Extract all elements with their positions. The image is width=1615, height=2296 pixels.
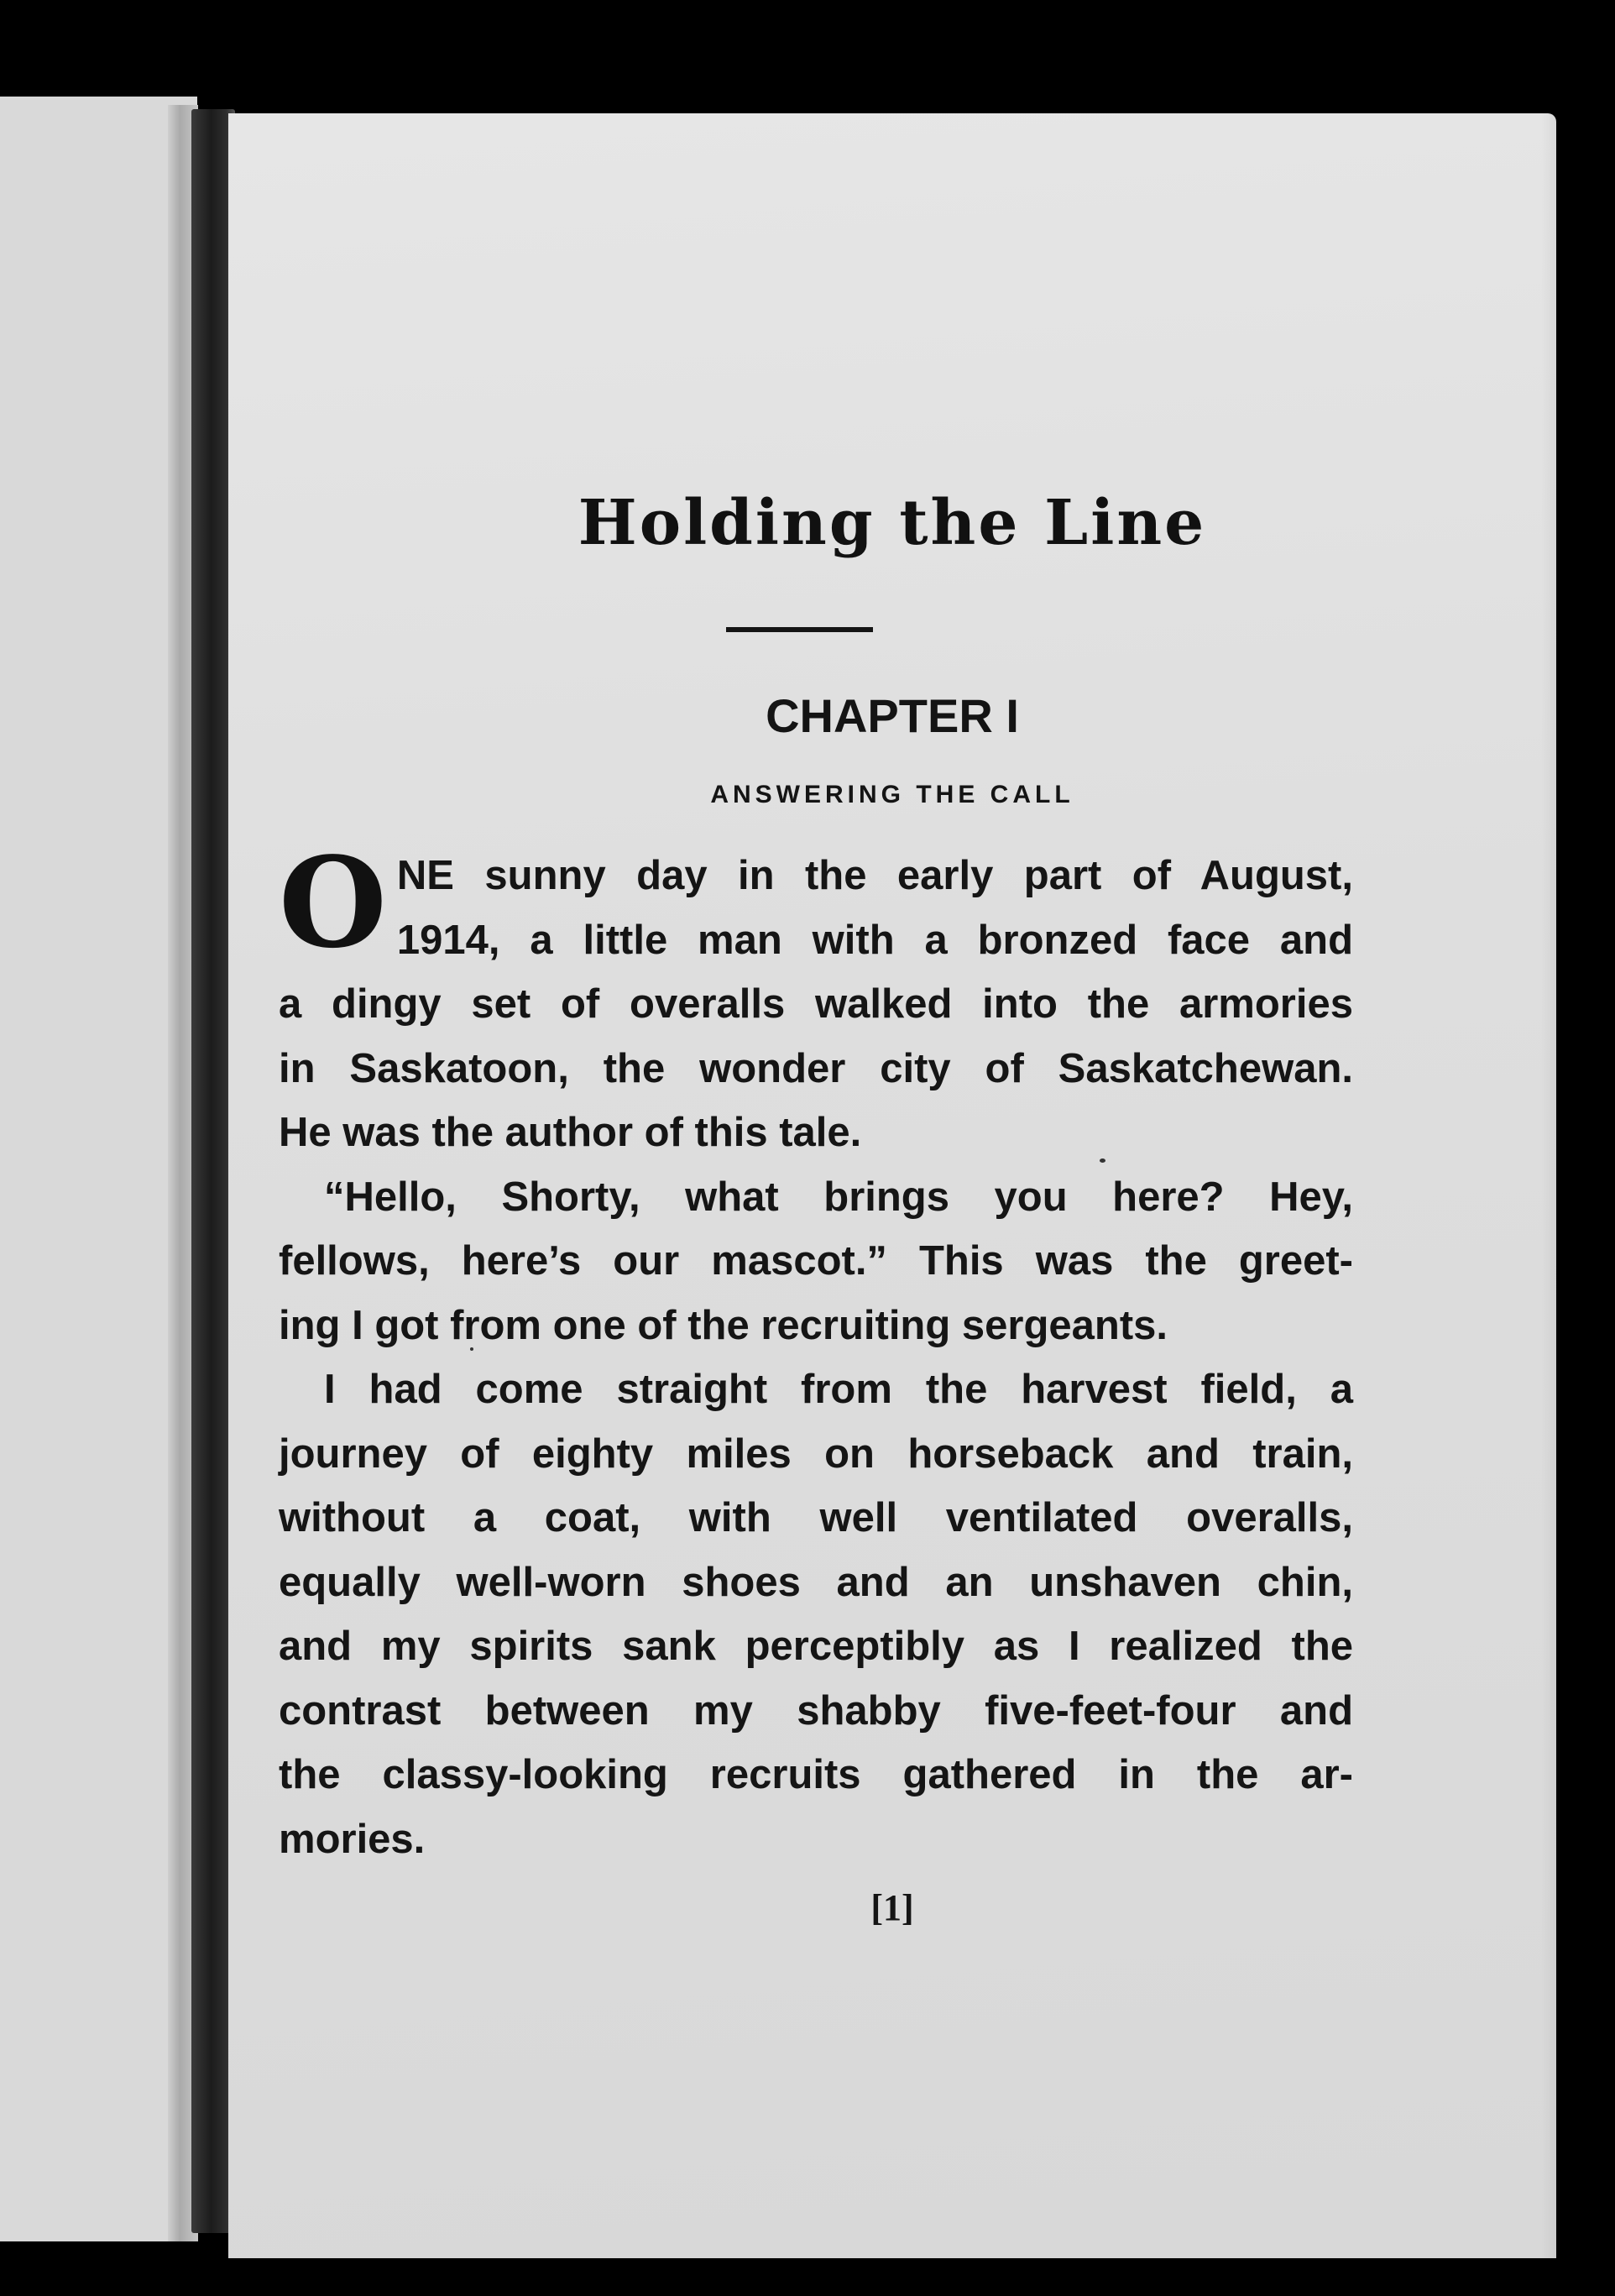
text-line: He was the author of this tale. [279,1110,862,1155]
text-line: contrast between my shabby five-feet-four and [279,1687,1353,1734]
text-line: and my spirits sank perceptibly as I realized the [279,1624,1353,1669]
text-line: “Hello, Shorty, what brings you here? Hey, [324,1174,1353,1220]
text-line: 1914, a little man with a bronzed face and [396,917,1353,963]
ink-speck [1100,1158,1105,1163]
chapter-heading: CHAPTER I [766,689,1019,742]
text-line: a dingy set of overalls walked into the armories [279,981,1353,1027]
chapter-title: ANSWERING THE CALL [710,781,1074,808]
title-rule [726,627,873,632]
book-page [228,113,1556,2258]
text-line: NE sunny day in the early part of August, [396,853,1353,898]
text-line: in Saskatoon, the wonder city of Saskatchewan. [279,1045,1353,1091]
drop-cap: O [279,829,387,975]
text-line: I had come straight from the harvest field, a [324,1367,1353,1412]
text-line: equally well-worn shoes and an unshaven chin, [279,1559,1353,1605]
ink-speck [470,1347,473,1351]
running-title: Holding the Line [578,487,1207,559]
text-line: fellows, here’s our mascot.” This was the greet- [279,1238,1353,1284]
page-number: [1] [870,1887,914,1928]
text-line: journey of eighty miles on horseback and train, [279,1430,1353,1477]
body-text [279,829,1353,1871]
text-line: ing I got from one of the recruiting sergeants. [279,1302,1168,1348]
text-line: without a coat, with well ventilated overalls, [279,1495,1353,1540]
text-line: the classy-looking recruits gathered in the ar- [279,1752,1353,1797]
text-line: mories. [279,1816,426,1862]
